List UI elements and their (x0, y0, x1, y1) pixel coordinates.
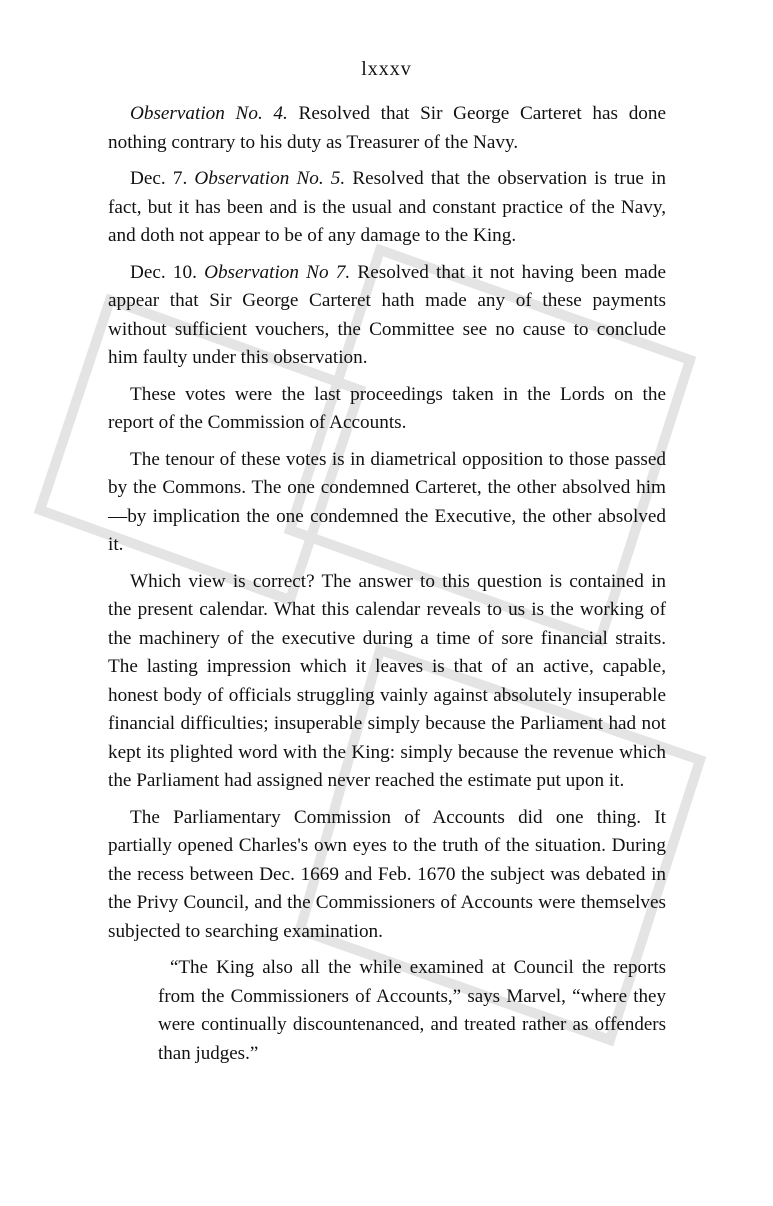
observation-label: Observation No. 5. (194, 168, 346, 189)
body-text (108, 100, 666, 1068)
paragraph-votes: These votes were the last proceedings taken in the Lords on the report of the Commission of Accounts. (108, 383, 666, 433)
paragraph-which-view: Which view is correct? The answer to this question is contained in the present calendar. What this calendar reveals to us is the working of the machinery of the executive during a time of sore financial straits. The lasting impression which it leaves is that of an active, capable, honest body of officials struggling vainly against absolutely insuperable financial difficulties; insuperable simply because the Parliament had not kept its plighted word with the King: simply because the revenue which the Parliament had assigned never reached the estimate put upon it. (108, 570, 666, 791)
paragraph-tenour: The tenour of these votes is in diametrical opposition to those passed by the Commons. The one condemned Carteret, the other absolved him—by implication the one condemned the Executive, the other absolved it. (108, 448, 666, 555)
paragraph-text: Resolved that the observation is true in fact, but it has been and is the usual and constant practice of the Navy, and doth not appear to be of any damage to the King. (108, 168, 667, 246)
block-quote: “The King also all the while examined at Council the reports from the Commissioners of Accounts,” says Marvel, “where they were continually discountenanced, and treated rather as offenders than judges.” (158, 957, 666, 1064)
page-number: lxxxv (361, 58, 412, 80)
paragraph-observation-7 (108, 259, 666, 373)
paragraph-observation-5 (108, 165, 666, 251)
paragraph-observation-4 (108, 100, 666, 157)
paragraph-commission: The Parliamentary Commission of Accounts did one thing. It partially opened Charles's own eyes to the truth of the situation. During the recess between Dec. 1669 and Feb. 1670 the subject was debated in the Privy Council, and the Commissioners of Accounts were themselves subjected to searching examination. (108, 806, 666, 942)
observation-label: Observation No. 4. (130, 103, 288, 124)
entry-date: Dec. 10. (130, 261, 197, 283)
paragraph-text: Resolved that it not having been made appear that Sir George Carteret hath made any of these payments without sufficient vouchers, the Committee see no cause to conclude him faulty under this observation. (108, 261, 667, 368)
entry-date: Dec. 7. (130, 168, 188, 189)
paragraph-text: Resolved that Sir George Carteret has done nothing contrary to his duty as Treasurer of the Navy. (108, 103, 666, 153)
observation-label: Observation No 7. (204, 261, 351, 283)
